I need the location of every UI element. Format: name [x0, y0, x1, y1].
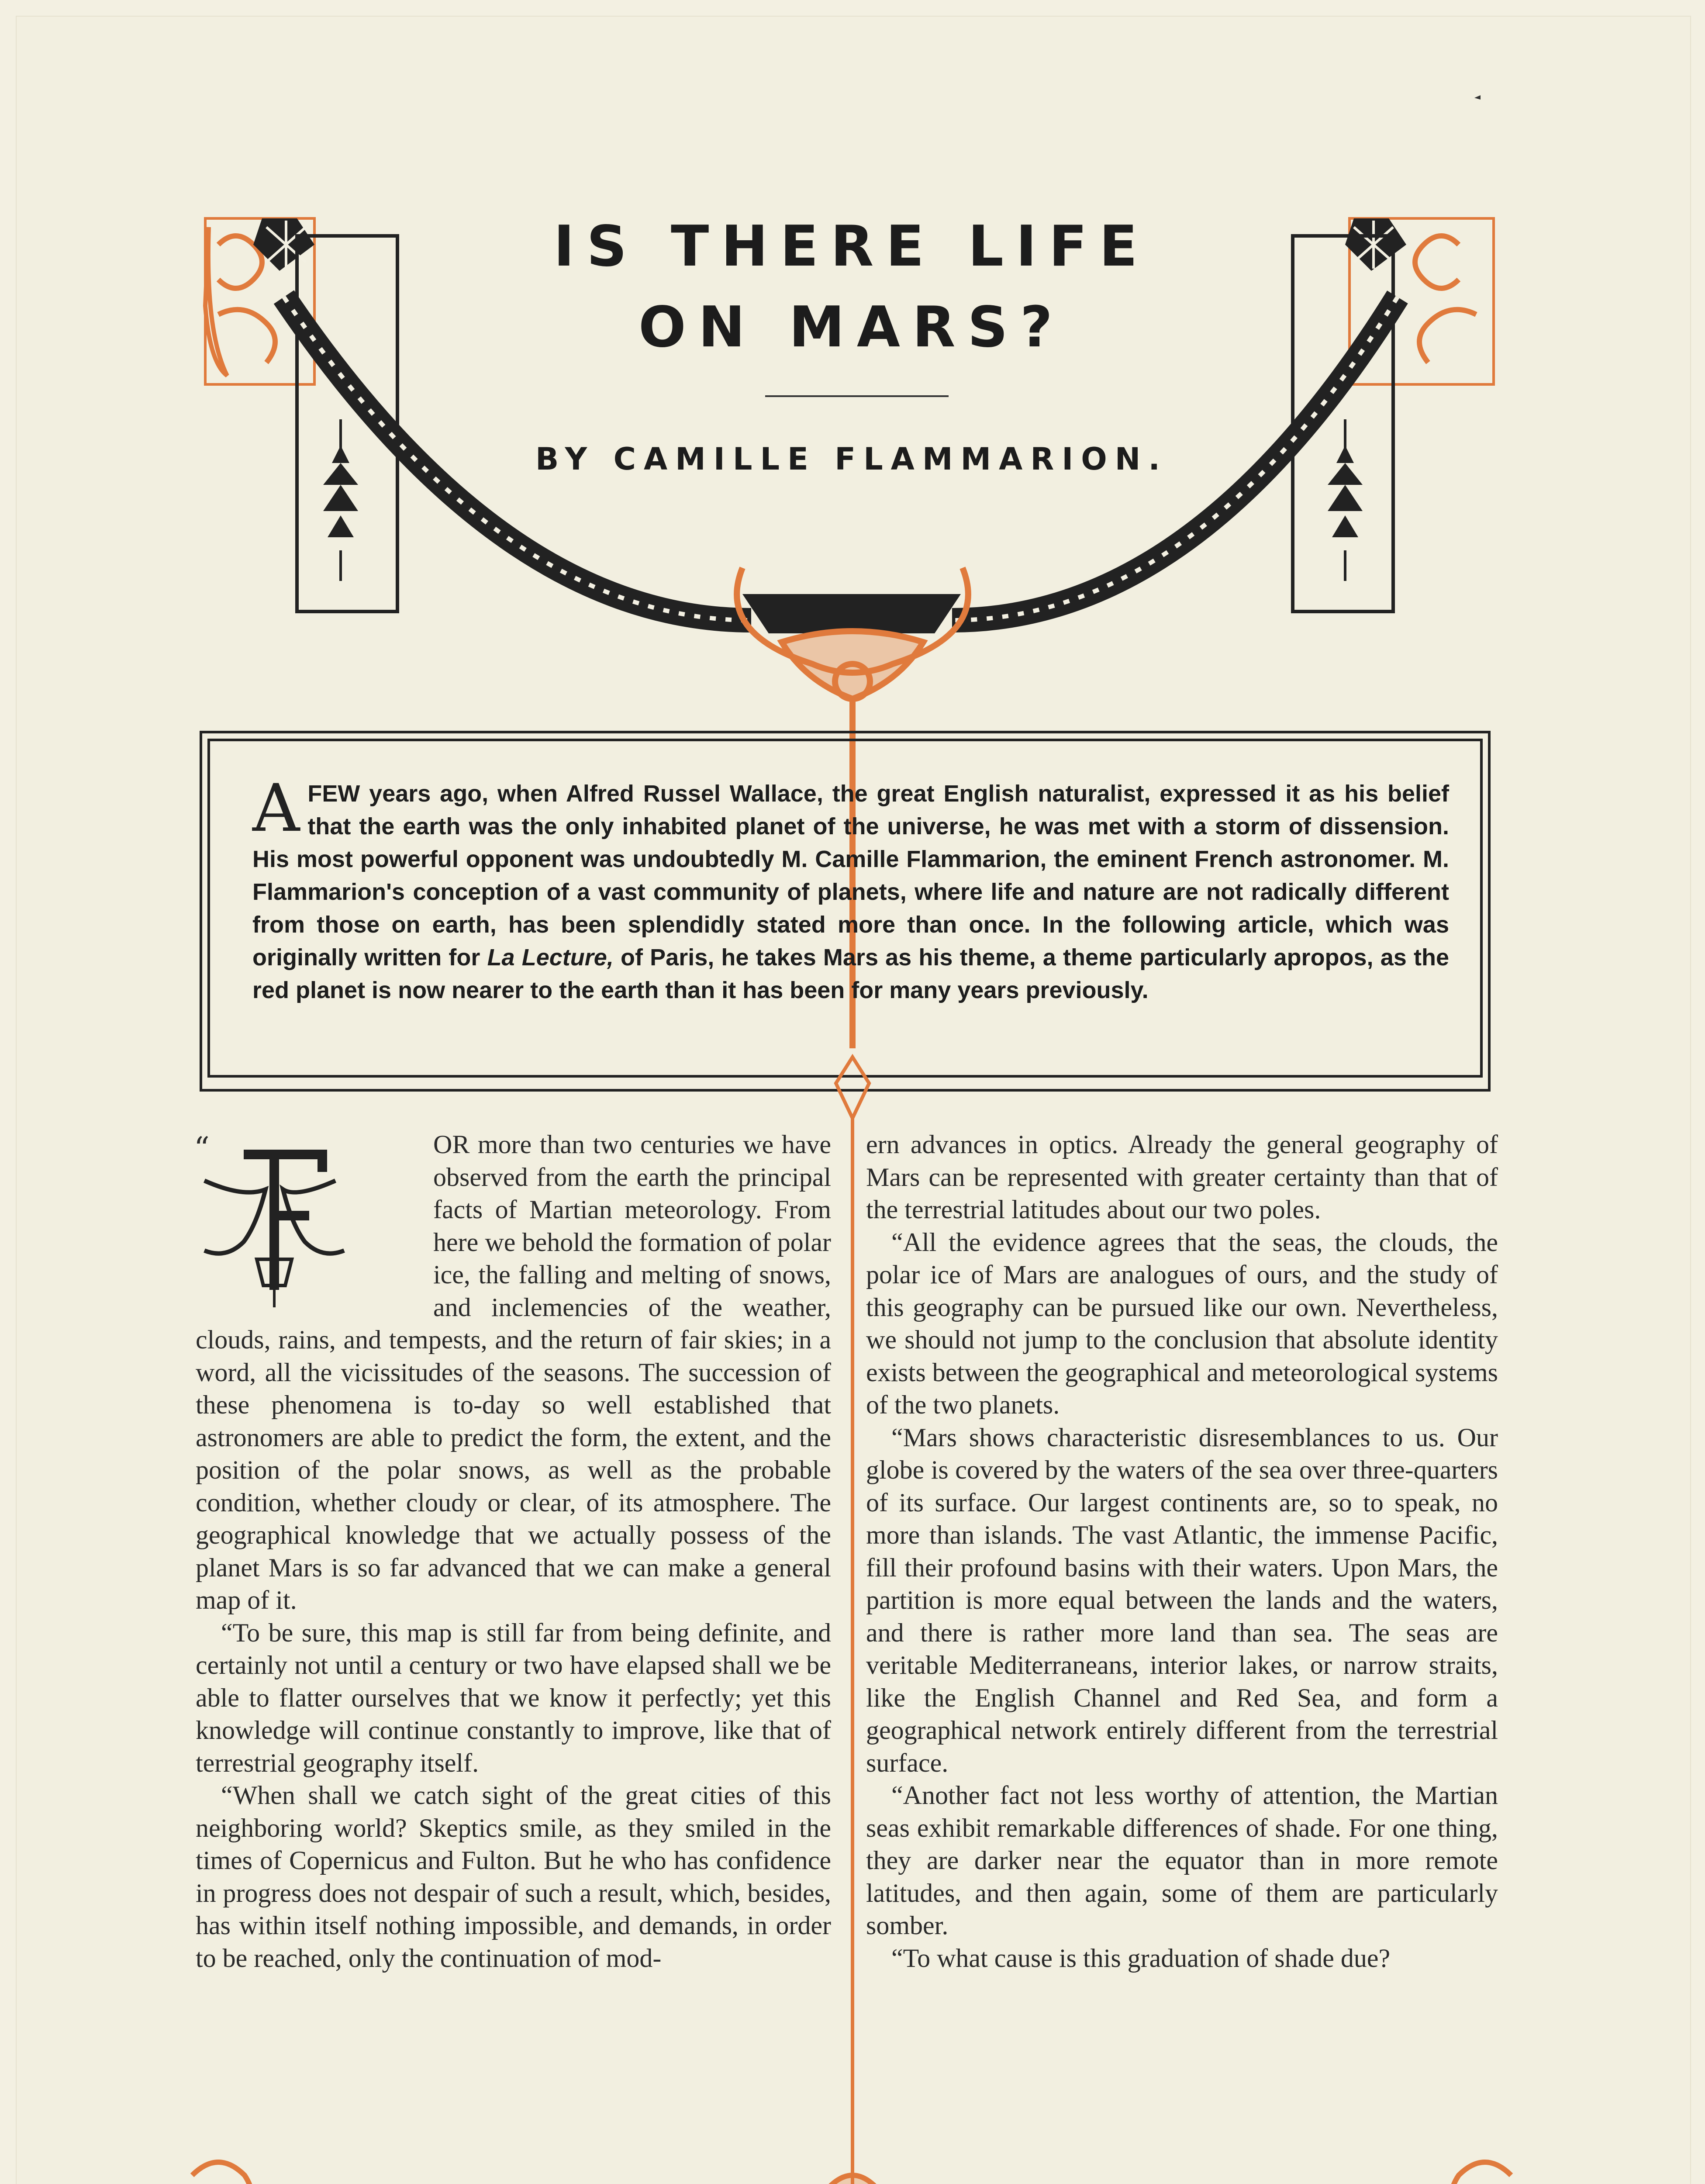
intro-paragraph: [252, 771, 1449, 1007]
left-paragraph-1: OR more than two centuries we have observed from the earth the principal facts of Martian meteorology. From here we behold the formation of polar ice, the falling and melting of snows, and inclemencies of the weather, clouds, rains, and tempests, and the return of fair skies; in a word, all the vicissitudes of the seasons. The succession of these phenomena is to-day so well established that astronomers are able to predict the form, the extent, and the position of the polar snows, as well as the probable condition, whether cloudy or clear, of its atmosphere. The geographical knowledge that we actually possess of the planet Mars is so far advanced that we can make a general map of it.: [196, 1130, 831, 1614]
byline: BY CAMILLE FLAMMARION.: [535, 441, 1168, 477]
intro-dropcap: A: [252, 771, 300, 847]
intro-publication-title: La Lecture,: [487, 944, 614, 971]
dropcap-f-icon: [191, 1128, 427, 1312]
decorative-dropcap-f: [191, 1128, 427, 1312]
bottom-ornament-icon: [175, 2162, 1520, 2184]
title-line-1: IS THERE LIFE: [553, 214, 1150, 279]
intro-text: FEW years ago, when Alfred Russel Wallace, the great English naturalist, expressed it as his belief that the earth was the only inhabited planet of the universe, he was met with a storm of dissension. His most powerful opponent was undoubtedly M. Camille Flammarion, the eminent French astronomer. M. Flammarion's conception of a vast community of planets, where life and nature are not radically different from those on earth, has been splendidly stated more than once. In the following article, which was originally written for: [252, 781, 1449, 971]
title-line-2: ON MARS?: [639, 295, 1065, 360]
title-divider: [765, 395, 949, 397]
column-divider-icon: [836, 1057, 869, 2184]
right-paragraph-4: “Another fact not less worthy of attention, the Martian seas exhibit remarkable differences of shade. For one thing, they are darker near the equator than in more remote latitudes, and then again, some of them are particularly somber.: [866, 1781, 1498, 1940]
right-paragraph-2: “All the evidence agrees that the seas, the clouds, the polar ice of Mars are analogues of ours, and the study of this geography can be pursued like our own. Nevertheless, we should not jump to the conclusion that absolute identity exists between the geographical and meteorological systems of the two planets.: [866, 1227, 1498, 1419]
right-paragraph-3: “Mars shows characteristic disresemblances to us. Our globe is covered by the waters of the sea over three-quarters of its surface. Our largest continents are, so to speak, no more than islands. The vast Atlantic, the immense Pacific, fill their profound basins with their waters. Upon Mars, the partition is more equal between the lands and the waters, and there is rather more land than sea. The seas are veritable Mediterraneans, interior lakes, or narrow straits, like the English Channel and Red Sea, and form a geographical network entirely different from the terrestrial surface.: [866, 1423, 1498, 1777]
right-paragraph-1: ern advances in optics. Already the general geography of Mars can be represented with greater certainty than that of the terrestrial latitudes about our two poles.: [866, 1130, 1498, 1224]
left-paragraph-2: “To be sure, this map is still far from being definite, and certainly not until a century or two have elapsed shall we be able to flatter ourselves that we know it perfectly; yet this knowledge will continue constantly to improve, like that of terrestrial geography itself.: [196, 1618, 831, 1777]
article-column-left: [196, 1128, 831, 1974]
left-paragraph-3: “When shall we catch sight of the great cities of this neighboring world? Skeptics smile, as they smiled in the times of Copernicus and Fulton. But he who has confidence in progress does not despair of such a result, which, besides, has within itself nothing impossible, and demands, in order to be reached, only the continuation of mod-: [196, 1781, 831, 1973]
opening-quote: “: [194, 1130, 210, 1166]
intro-text-after: of Paris, he takes Mars as his theme, a theme particularly apropos, as the red planet is now nearer to the earth than it has been for many years previously.: [252, 944, 1449, 1003]
corner-mark-icon: [1474, 95, 1481, 100]
article-column-right: [866, 1128, 1498, 1974]
right-paragraph-5: “To what cause is this graduation of shade due?: [891, 1943, 1391, 1973]
